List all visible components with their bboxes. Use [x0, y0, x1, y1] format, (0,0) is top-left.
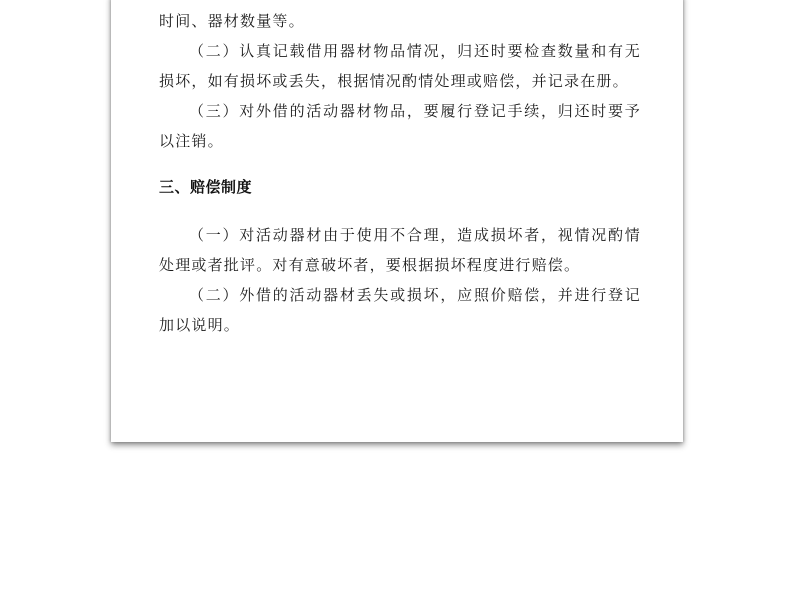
section-heading-compensation: 三、赔偿制度: [159, 178, 253, 196]
paragraph-external-loans: （三）对外借的活动器材物品，要履行登记手续，归还时要予以注销。: [159, 102, 641, 150]
paragraph-record-items: （二）认真记载借用器材物品情况，归还时要检查数量和有无损坏，如有损坏或丢失，根据情况酌情处理或赔偿，并记录在册。: [159, 42, 641, 90]
spacer: [159, 156, 641, 172]
paragraph-improper-use: （一）对活动器材由于使用不合理，造成损坏者，视情况酌情处理或者批评。对有意破坏者，要根据损坏程度进行赔偿。: [159, 226, 641, 274]
paragraph-lost-or-damaged: （二）外借的活动器材丢失或损坏，应照价赔偿，并进行登记加以说明。: [159, 286, 641, 334]
document-page: [111, 0, 683, 442]
document-body: [159, 0, 641, 340]
spacer: [159, 202, 641, 220]
paragraph-borrow-registration: 时间、器材数量等。: [159, 12, 305, 30]
